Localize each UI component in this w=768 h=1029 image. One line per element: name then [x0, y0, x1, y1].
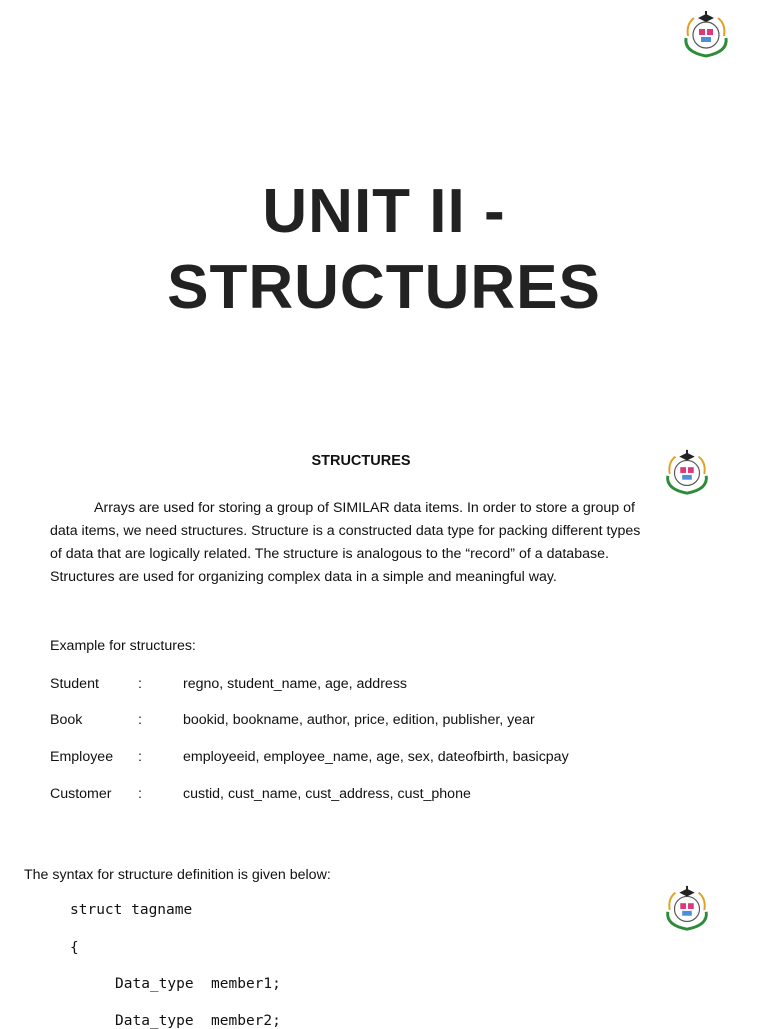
- example-name: Book: [50, 712, 83, 728]
- syntax-slide: [0, 845, 768, 1029]
- example-name: Student: [50, 676, 99, 692]
- example-label: Example for structures:: [50, 638, 196, 654]
- slide-title-line-1: UNIT II -: [262, 176, 506, 246]
- example-colon: :: [138, 712, 142, 728]
- code-line: Data_type member2;: [115, 1013, 281, 1029]
- structures-intro-slide: [0, 405, 768, 845]
- college-emblem-icon: [680, 8, 732, 60]
- paragraph-line: Arrays are used for storing a group of SIMILAR data items. In order to store a group of: [94, 500, 635, 516]
- syntax-intro-text: The syntax for structure definition is given below:: [24, 867, 331, 883]
- intro-paragraph: [50, 497, 650, 589]
- example-colon: :: [138, 749, 142, 765]
- paragraph-line: Structures are used for organizing complex data in a simple and meaningful way.: [50, 569, 557, 585]
- example-fields: regno, student_name, age, address: [183, 676, 408, 692]
- example-fields: employeeid, employee_name, age, sex, dateofbirth, basicpay: [183, 749, 569, 765]
- example-name: Customer: [50, 786, 112, 802]
- paragraph-line: data items, we need structures. Structure is a constructed data type for packing different types: [50, 523, 641, 539]
- college-emblem-icon: [662, 883, 712, 933]
- title-slide: [0, 0, 768, 400]
- code-line: {: [70, 940, 79, 956]
- example-colon: :: [138, 786, 142, 802]
- slide-title: [0, 174, 768, 326]
- example-fields: bookid, bookname, author, price, edition, publisher, year: [183, 712, 535, 728]
- paragraph-line: of data that are logically related. The structure is analogous to the “record” of a database.: [50, 546, 609, 562]
- example-colon: :: [138, 676, 142, 692]
- section-heading: STRUCTURES: [311, 453, 411, 469]
- code-line: Data_type member1;: [115, 976, 281, 992]
- example-name: Employee: [50, 749, 114, 765]
- example-fields: custid, cust_name, cust_address, cust_phone: [183, 786, 471, 802]
- code-line: struct tagname: [70, 902, 193, 918]
- slide-title-line-2: STRUCTURES: [167, 252, 601, 322]
